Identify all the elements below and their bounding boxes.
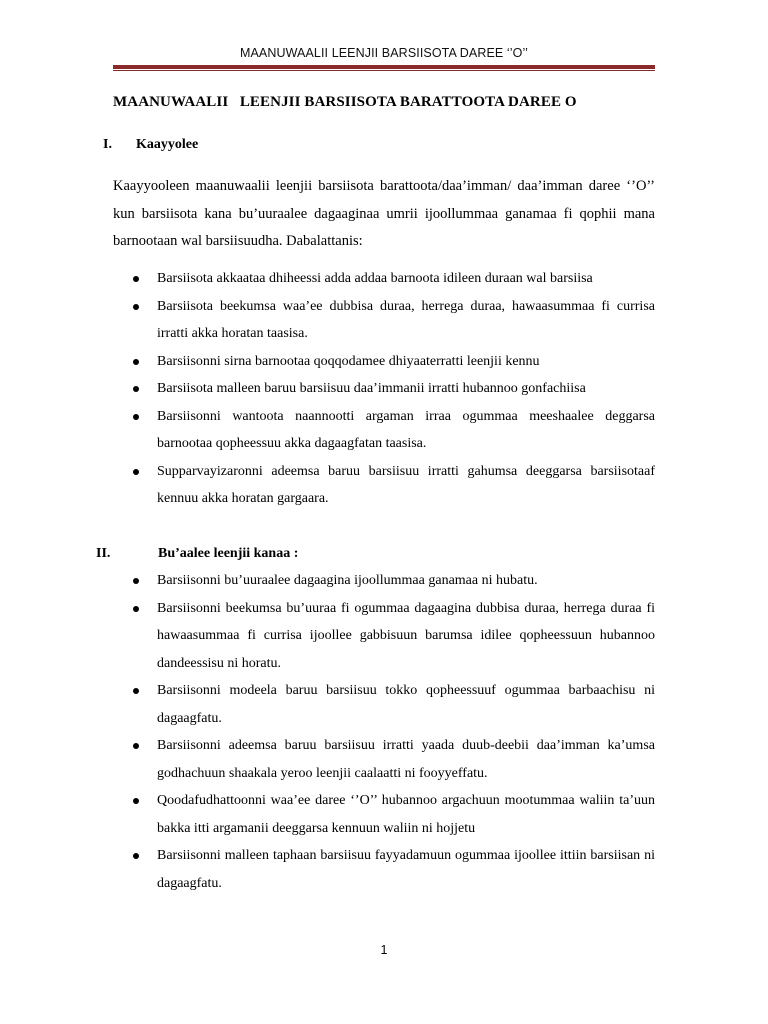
list-item-text: Qoodafudhattoonni waa’ee daree ‘’O’’ hubannoo argachuun mootummaa waliin ta’uun bakka itti argamanii deeggarsa kennuun waliin ni hojjetu [157,793,655,836]
list-item-text: Barsiisonni bu’uuraalee dagaagina ijoollummaa ganamaa ni hubatu. [157,573,538,588]
list-item [130,732,655,787]
intro-paragraph: Kaayyooleen maanuwaalii leenjii barsiisota barattoota/daa’imman/ daa’imman daree ‘’O’’ kun barsiisota kana bu’uuraalee dagaaginaa umrii ijoollummaa ganamaa fi qophii mana barnootaan wal barsiisuudha. Dabalattanis: [113,178,655,249]
list-item [130,567,655,595]
bullet-dot-icon [133,853,139,859]
section-title-2: Bu’aalee leenjii kanaa : [158,546,299,561]
header-rule [113,65,655,72]
list-item [130,677,655,732]
page-number: 1 [380,943,388,957]
bullet-dot-icon [133,578,139,584]
bullet-dot-icon [133,276,139,282]
list-item-text: Barsiisota beekumsa waa’ee dubbisa duraa, herrega duraa, hawaasummaa fi currisa irratti akka horatan taasisa. [157,298,655,341]
running-header: MAANUWAALII LEENJII BARSIISOTA DAREE ‘’O’’ [239,46,529,60]
list-item-text: Barsiisonni adeemsa baruu barsiisuu irratti yaada duub-deebii daa’imman ka’umsa godhachuun shaakala yeroo leenjii caalaatti ni fooyyeffatu. [157,738,655,781]
list-item-text: Barsiisonni sirna barnootaa qoqqodamee dhiyaaterratti leenjii kennu [157,353,540,369]
list-item-text: Barsiisonni beekumsa bu’uuraa fi ogummaa dagaagina dubbisa duraa, herrega duraa fi hawaasummaa fi currisa ijoollee gabbisuun barumsa idilee qopheessuun hubannoo dandeessisu ni horatu. [157,600,655,671]
list-item [130,787,655,842]
list-item [130,458,655,513]
header-rule-thin [113,70,655,71]
section-number-1: I. [103,137,112,152]
list-item [130,348,655,376]
bullet-dot-icon [133,359,139,365]
bullet-dot-icon [133,606,139,612]
list-item-text: Barsiisonni modeela baruu barsiisuu tokko qopheessuuf ogummaa barbaachisu ni dagaagfatu. [157,683,655,726]
section-number-2: II. [96,546,111,561]
list-item [130,293,655,348]
objectives-list [130,265,655,513]
list-item-text: Barsiisota malleen baruu barsiisuu daa’immanii irratti hubannoo gonfachiisa [157,381,586,396]
bullet-dot-icon [133,386,139,392]
header-rule-thick [113,65,655,69]
list-item-text: Supparvayizaronni adeemsa baruu barsiisuu irratti gahumsa deeggarsa barsiisotaaf kennuu akka horatan gargaara. [157,463,655,506]
list-item-text: Barsiisonni malleen taphaan barsiisuu fayyadamuun ogummaa ijoollee ittiin barsiisan ni dagaagfatu. [157,848,655,891]
list-item [130,403,655,458]
bullet-dot-icon [133,688,139,694]
list-item [130,595,655,678]
list-item-text: Barsiisota akkaataa dhiheessi adda addaa barnoota idileen duraan wal barsiisa [157,271,593,286]
bullet-dot-icon [133,798,139,804]
bullet-dot-icon [133,414,139,420]
bullet-dot-icon [133,743,139,749]
list-item [130,842,655,897]
document-title: MAANUWAALII LEENJII BARSIISOTA BARATTOOTA DAREE O [113,94,577,110]
list-item [130,265,655,293]
bullet-dot-icon [133,469,139,475]
section-title-1: Kaayyolee [136,137,199,152]
list-item-text: Barsiisonni wantoota naannootti argaman irraa ogummaa meeshaalee deggarsa barnootaa qopheessuu akka dagaagfatan taasisa. [157,408,655,451]
bullet-dot-icon [133,304,139,310]
list-item [130,375,655,403]
outcomes-list [130,567,655,897]
